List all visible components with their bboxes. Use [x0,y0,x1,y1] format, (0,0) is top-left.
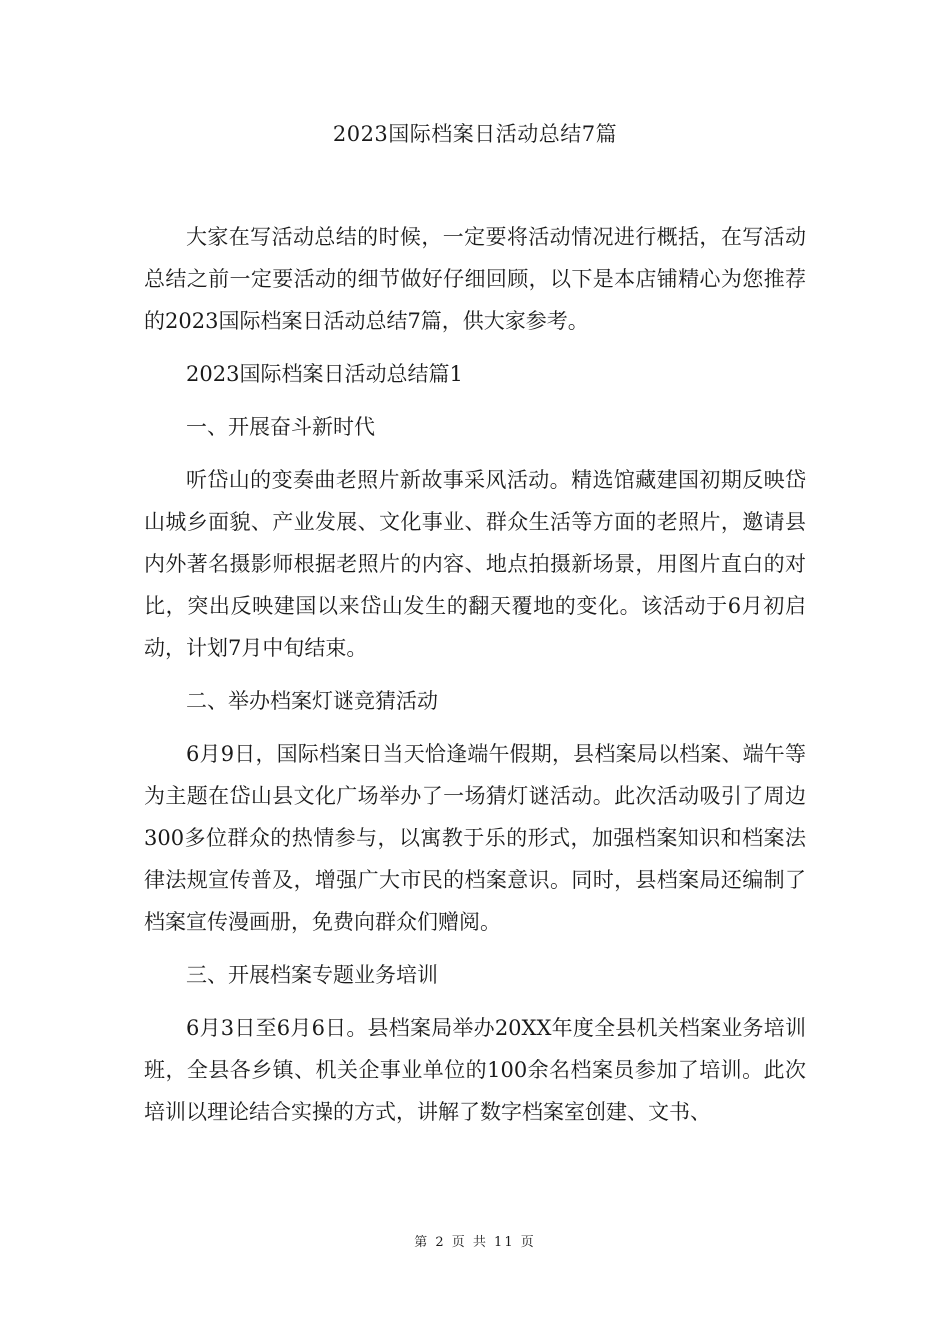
subsection-heading: 一、开展奋斗新时代 [186,415,375,439]
subsection-heading: 三、开展档案专题业务培训 [186,963,438,987]
body-paragraph: 听岱山的变奏曲老照片新故事采风活动。精选馆藏建国初期反映岱山城乡面貌、产业发展、文化事业、群众生活等方面的老照片，邀请县内外著名摄影师根据老照片的内容、地点拍摄新场景，用图片直白的对比，突出反映建国以来岱山发生的翻天覆地的变化。该活动于6月初启动，计划7月中旬结束。 [144,468,806,660]
document-body [144,216,806,1144]
intro-paragraph: 大家在写活动总结的时候，一定要将活动情况进行概括，在写活动总结之前一定要活动的细节做好仔细回顾，以下是本店铺精心为您推荐的2023国际档案日活动总结7篇，供大家参考。 [144,225,806,333]
document-title: 2023国际档案日活动总结7篇 [332,122,618,146]
subsection-heading: 二、举办档案灯谜竞猜活动 [186,689,438,713]
body-paragraph: 6月3日至6月6日。县档案局举办20XX年度全县机关档案业务培训班，全县各乡镇、机关企事业单位的100余名档案员参加了培训。此次培训以理论结合实操的方式，讲解了数字档案室创建、文书、 [144,1016,806,1124]
section-heading: 2023国际档案日活动总结篇1 [186,362,463,386]
body-paragraph: 6月9日，国际档案日当天恰逢端午假期，县档案局以档案、端午等为主题在岱山县文化广场举办了一场猜灯谜活动。此次活动吸引了周边300多位群众的热情参与，以寓教于乐的形式，加强档案知识和档案法律法规宣传普及，增强广大市民的档案意识。同时，县档案局还编制了档案宣传漫画册，免费向群众们赠阅。 [144,742,806,934]
page-number-footer: 第 2 页 共 11 页 [414,1235,536,1250]
